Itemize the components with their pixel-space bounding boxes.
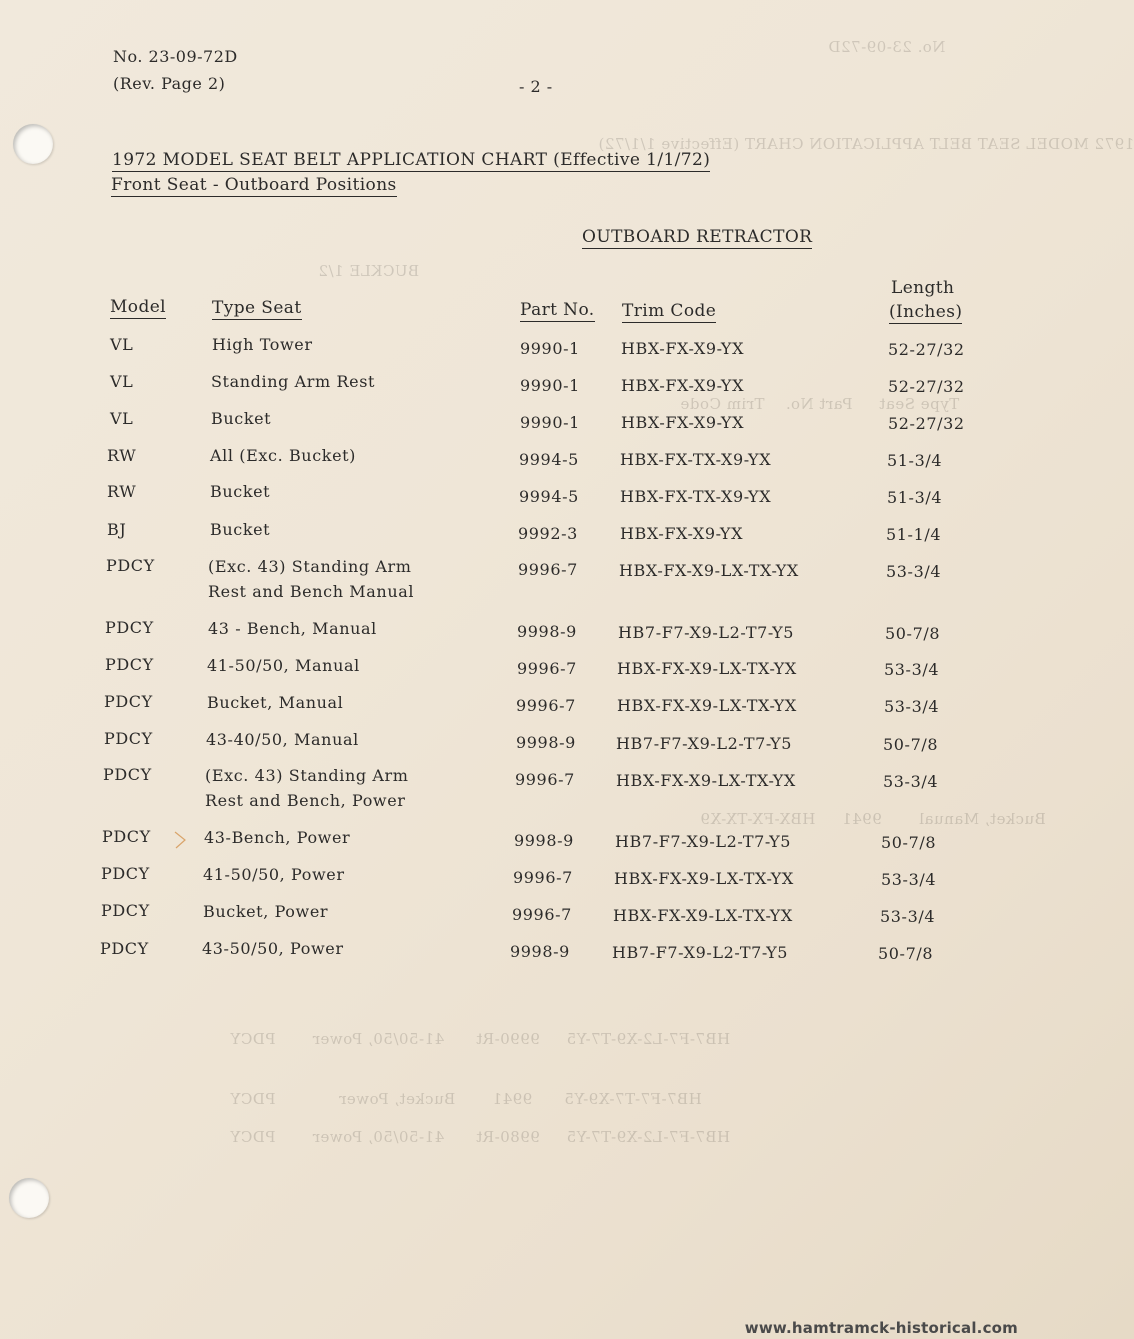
cell-type-seat: 43 - Bench, Manual bbox=[208, 619, 377, 638]
cell-model: PDCY bbox=[104, 729, 153, 748]
cell-type-seat: Bucket, Power bbox=[203, 902, 329, 921]
cell-part-no: 9990-1 bbox=[520, 413, 580, 432]
cell-trim-code: HBX-FX-X9-LX-TX-YX bbox=[619, 561, 799, 580]
cell-part-no: 9994-5 bbox=[519, 450, 579, 469]
cell-type-seat: 43-40/50, Manual bbox=[206, 730, 359, 749]
cell-model: RW bbox=[107, 446, 137, 465]
cell-trim-code: HB7-F7-X9-L2-T7-Y5 bbox=[615, 832, 792, 851]
cell-type-seat-continued: Rest and Bench Manual bbox=[208, 582, 415, 601]
cell-type-seat: 41-50/50, Manual bbox=[207, 656, 360, 675]
cell-part-no: 9996-7 bbox=[512, 905, 572, 924]
bleed-through-decoration: HB7-F7-L2-X9-T7-Y5 9980-Rt 41-50/50, Power PDCY bbox=[230, 1128, 731, 1146]
column-header-length-unit: (Inches) bbox=[889, 302, 963, 322]
cell-trim-code: HBX-FX-X9-LX-TX-YX bbox=[613, 906, 793, 925]
cell-type-seat: High Tower bbox=[212, 335, 313, 354]
punch-hole-bottom bbox=[9, 1178, 49, 1218]
cell-model: VL bbox=[110, 372, 134, 391]
cell-model: VL bbox=[110, 409, 134, 428]
cell-part-no: 9998-9 bbox=[517, 622, 577, 641]
cell-part-no: 9994-5 bbox=[519, 487, 579, 506]
cell-part-no: 9996-7 bbox=[517, 659, 577, 678]
cell-type-seat: 43-Bench, Power bbox=[204, 828, 351, 847]
cell-model: PDCY bbox=[100, 939, 149, 958]
column-header-type-seat: Type Seat bbox=[212, 298, 302, 318]
cell-model: PDCY bbox=[105, 618, 154, 637]
cell-type-seat: Standing Arm Rest bbox=[211, 372, 376, 391]
cell-length: 50-7/8 bbox=[885, 624, 941, 643]
cell-type-seat: 43-50/50, Power bbox=[202, 939, 344, 958]
cell-trim-code: HBX-FX-X9-YX bbox=[620, 524, 744, 543]
cell-length: 52-27/32 bbox=[888, 414, 965, 433]
cell-length: 50-7/8 bbox=[883, 735, 939, 754]
column-header-trim-code: Trim Code bbox=[622, 301, 717, 321]
cell-trim-code: HBX-FX-TX-X9-YX bbox=[620, 487, 772, 506]
cell-trim-code: HBX-FX-X9-LX-TX-YX bbox=[614, 869, 794, 888]
cell-part-no: 9992-3 bbox=[518, 524, 578, 543]
cell-length: 53-3/4 bbox=[884, 660, 940, 679]
cell-trim-code: HBX-FX-X9-LX-TX-YX bbox=[617, 696, 797, 715]
page-number: - 2 - bbox=[519, 77, 553, 96]
cell-type-seat: All (Exc. Bucket) bbox=[210, 446, 357, 465]
cell-trim-code: HBX-FX-X9-YX bbox=[621, 376, 745, 395]
cell-model: PDCY bbox=[103, 765, 152, 784]
cell-length: 51-3/4 bbox=[887, 451, 943, 470]
bleed-through-decoration: Type Seat Part No. Trim Code bbox=[680, 395, 960, 413]
cell-length: 53-3/4 bbox=[881, 870, 937, 889]
site-watermark: www.hamtramck-historical.com bbox=[744, 1319, 1018, 1337]
cell-type-seat: Bucket, Manual bbox=[207, 693, 344, 712]
cell-model: PDCY bbox=[102, 827, 151, 846]
cell-trim-code: HBX-FX-X9-LX-TX-YX bbox=[617, 659, 797, 678]
cell-trim-code: HBX-FX-X9-LX-TX-YX bbox=[616, 771, 796, 790]
cell-part-no: 9990-1 bbox=[520, 339, 580, 358]
cell-type-seat-continued: Rest and Bench, Power bbox=[205, 791, 406, 810]
cell-model: PDCY bbox=[106, 556, 155, 575]
bleed-through-decoration: No. 23-09-72D bbox=[828, 38, 946, 56]
cell-length: 50-7/8 bbox=[881, 833, 937, 852]
cell-length: 51-1/4 bbox=[886, 525, 942, 544]
cell-part-no: 9996-7 bbox=[518, 560, 578, 579]
cell-model: PDCY bbox=[105, 655, 154, 674]
column-header-part-no: Part No. bbox=[520, 300, 595, 320]
cell-part-no: 9996-7 bbox=[516, 696, 576, 715]
cell-model: VL bbox=[110, 335, 134, 354]
cell-trim-code: HBX-FX-X9-YX bbox=[621, 413, 745, 432]
cell-trim-code: HBX-FX-TX-X9-YX bbox=[620, 450, 772, 469]
cell-type-seat: Bucket bbox=[210, 520, 271, 539]
cell-part-no: 9996-7 bbox=[515, 770, 575, 789]
cell-model: PDCY bbox=[101, 864, 150, 883]
cell-length: 53-3/4 bbox=[884, 697, 940, 716]
pen-mark-decoration bbox=[173, 830, 189, 850]
cell-part-no: 9998-9 bbox=[510, 942, 570, 961]
cell-length: 51-3/4 bbox=[887, 488, 943, 507]
cell-model: PDCY bbox=[101, 901, 150, 920]
cell-part-no: 9996-7 bbox=[513, 868, 573, 887]
cell-length: 52-27/32 bbox=[888, 340, 965, 359]
cell-part-no: 9990-1 bbox=[520, 376, 580, 395]
column-header-model: Model bbox=[110, 297, 167, 317]
cell-length: 53-3/4 bbox=[886, 562, 942, 581]
chart-title: 1972 MODEL SEAT BELT APPLICATION CHART (Effective 1/1/72) bbox=[112, 150, 711, 170]
document-number: No. 23-09-72D bbox=[113, 47, 238, 66]
bleed-through-decoration: Bucket, Manual 9941 HBX-FX-TX-X9 bbox=[700, 810, 1046, 828]
section-title: OUTBOARD RETRACTOR bbox=[582, 227, 813, 247]
cell-length: 53-3/4 bbox=[883, 772, 939, 791]
bleed-through-decoration: BUCKLE 1/2 bbox=[318, 262, 420, 280]
cell-type-seat: Bucket bbox=[211, 409, 272, 428]
bleed-through-decoration: 1972 MODEL SEAT BELT APPLICATION CHART (Effective 1/1/72) bbox=[598, 135, 1134, 153]
chart-subtitle: Front Seat - Outboard Positions bbox=[111, 175, 397, 195]
bleed-through-decoration: HB7-F7-T7-X9-Y5 9941 Bucket, Power PDCY bbox=[230, 1090, 702, 1108]
cell-type-seat: 41-50/50, Power bbox=[203, 865, 345, 884]
cell-trim-code: HBX-FX-X9-YX bbox=[621, 339, 745, 358]
cell-model: RW bbox=[107, 482, 137, 501]
cell-length: 53-3/4 bbox=[880, 907, 936, 926]
cell-trim-code: HB7-F7-X9-L2-T7-Y5 bbox=[612, 943, 789, 962]
cell-type-seat: Bucket bbox=[210, 482, 271, 501]
cell-length: 52-27/32 bbox=[888, 377, 965, 396]
cell-model: PDCY bbox=[104, 692, 153, 711]
cell-type-seat: (Exc. 43) Standing Arm bbox=[208, 557, 412, 576]
cell-length: 50-7/8 bbox=[878, 944, 934, 963]
punch-hole-top bbox=[13, 124, 53, 164]
column-header-length: Length bbox=[891, 278, 955, 298]
cell-model: BJ bbox=[107, 520, 127, 539]
bleed-through-decoration: HB7-F7-L2-X9-T7-Y5 9990-Rt 41-50/50, Power PDCY bbox=[230, 1030, 731, 1048]
cell-trim-code: HB7-F7-X9-L2-T7-Y5 bbox=[618, 623, 795, 642]
cell-part-no: 9998-9 bbox=[514, 831, 574, 850]
revision-label: (Rev. Page 2) bbox=[113, 74, 226, 93]
cell-type-seat: (Exc. 43) Standing Arm bbox=[205, 766, 409, 785]
cell-trim-code: HB7-F7-X9-L2-T7-Y5 bbox=[616, 734, 793, 753]
cell-part-no: 9998-9 bbox=[516, 733, 576, 752]
